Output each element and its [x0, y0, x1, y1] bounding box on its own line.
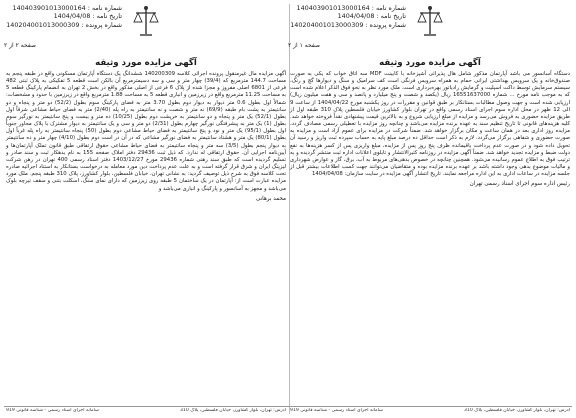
- document-page-right: [288, 4, 572, 414]
- signature: محمد برهانی: [255, 195, 286, 202]
- letter-date-label: تاریخ نامه :: [92, 12, 122, 21]
- notice-title: آگهی مزایده مورد وثیقه: [379, 58, 481, 68]
- letter-date-label: تاریخ نامه :: [376, 12, 406, 21]
- letter-number-label: شماره نامه :: [371, 4, 406, 12]
- notice-title: آگهی مزایده مورد وثیقه: [95, 58, 197, 68]
- notice-body: [4, 71, 288, 193]
- letter-date-value: 1404/04/08: [337, 12, 375, 21]
- letter-number-label: شماره نامه :: [87, 4, 122, 12]
- page-footer: [288, 406, 572, 414]
- letter-number-value: 140403901013000164: [296, 4, 370, 12]
- page-footer: [4, 406, 288, 414]
- page-number: صفحه ۱ از ۲: [288, 42, 320, 49]
- judiciary-emblem-icon: [416, 4, 444, 38]
- case-number-value: 140204001013000309: [290, 20, 364, 29]
- letter-meta: [4, 4, 122, 29]
- letter-number-value: 140403901013000164: [12, 4, 86, 12]
- case-number-label: شماره پرونده :: [81, 20, 122, 29]
- case-number-label: شماره پرونده :: [365, 20, 406, 29]
- letter-date-value: 1404/04/08: [53, 12, 91, 21]
- page-number: صفحه ۲ از ۲: [4, 42, 36, 49]
- notice-body-text: آگهی مزایده مال غیرمنقول پرونده اجرائی کلاسه 140200309 ششدانگ یک دستگاه آپارتمان مسکونی واقع در طبقه پنجم به مساحت 144.7 مترمربع که (39/4) چهار متر و سی و سه دسیمترمربع آن بالکن است قطعه 5 تفکیکی به پلاک ثبتی 482 فرعی از 6801 اصلی مفروز و مجزا شده از پلاک 6 فرعی از اصلی مذکور واقع در بخش 2 تهران به انضمام پارکینگ قطعه 5 به مساحت 11.25 مترمربع واقع در زیرزمین و انباری قطعه 5 به مساحت 1.88 مترمربع واقع در زیرزمین با حدود و مشخصات: شمالاً اول بطول 0.6 متر دیوار به دیوار دوم بطول 3.70 متر به فضای پارکینگ سوم بطول (52/2) دو متر و پنجاه و دو سانتیمتر به پشت بام طبقه (69/9) نه متر و شصت و نه سانتیمتر به راه پله (2/40) متر به فضای حیاط مشاعی شرقاً اول بطول (52/1) یک متر و پنجاه و دو سانتیمتر به خرپشت دوم بطول (10/25) ده متر و بیست و پنج سانتیمتر به نورگیر سوم بطول (1) یک متر به پیشرفتگی نورگیر چهارم بطول (2/31) دو متر و سی و یک سانتیمتر به دیوار مشترک با پلاک مجاور جنوباً اول بطول (95/1) یک متر و نود و پنج سانتیمتر به فضای حیاط مشاعی دوم بطول (50) پنجاه سانتیمتر به راه پله غرباً اول بطول (80/1) یک متر و هشتاد سانتیمتر به فضای نورگیر مشاعی که در آن در است دوم بطول (4/10) چهار متر و ده سانتیمتر به دیوار پنجم بطول (3/5) سه متر و پنجاه سانتیمتر به فضای حیاط مشاعی حقوق ارتفاقی طبق قانون تملک آپارتمان‌ها و آیین‌نامه اجرایی آن. حقوق ارتفاقی له ندارد. که ذیل ثبت 29436 دفتر املاک صفحه 155 به نام بدهکار ثبت و سند صادر و تسلیم گردیده است که طبق سند رهنی شماره 29436 مورخ 1403/12/27 دفتر اسناد رسمی 400 تهران در رهن شرکت لیزینگ ایران و شرق قرار گرفته است و به علت عدم پرداخت دین مورد معامله به درخواست بستانکار به استناد اجرائیه صادره تحت کلاسه فوق به شرح ذیل توصیف گردید: به نشانی تهران، خیابان فلسطین، بلوار کشاورز، پلاک 310 طبقه پنجم. ملک مورد مزایده عبارت است از: آپارتمان در یک ساختمان 5 طبقه روی زیرزمین که دارای نمای سنگ، اسکلت بتنی و سقف تیرچه بلوک می‌باشد و مجهز به آسانسور و پارکینگ و انباری می‌باشد و: [6, 71, 287, 192]
- judiciary-emblem-icon: [132, 4, 160, 38]
- footer-left-text: سامانه اجرای اسناد رسمی - شناسه قانونی 919: [290, 408, 383, 413]
- footer-right-text: آدرس: تهران، بلوار کشاورز، خیابان فلسطین، پلاک 310: [463, 408, 570, 413]
- letterhead: [288, 4, 572, 52]
- letter-meta: [288, 4, 406, 29]
- notice-body-text: دستگاه آسانسور می باشد آپارتمان مذکور شامل هال پذیرائی آشپزخانه با کابینت MDF سه اتاق خواب که یکی به صورت صندوق‌خانه و یک سرویس بهداشتی ایرانی حمام به همراه سرویس فرنگی است کف سرامیک و سنگ و دیوارها گچ و رنگ، سیستم سرمایش توسط داکت اسپلیت و گرمایش رادیاتور بهره‌برداری است. ملک مورد نظر به نحو فوق الذکر اعلام شده است که به موجب نامه مورخ ... شماره 16551637000 ریال (یکصد و شصت و پنج میلیارد و پانصد و سی و هفت میلیون ریال) ارزیابی شده است و جهت وصول مطالبات بستانکار بر طبق قوانین و مقررات در روز یکشنبه مورخ 1404/04/22 از ساعت 9 الی 12 ظهر در محل اداره سوم اجرای اسناد رسمی واقع در تهران بلوار کشاورز خیابان فلسطین پلاک 310 طبقه اول از طریق مزایده حضوری به فروش می‌رسد و مزایده از مبلغ ارزیابی شروع و به بالاترین قیمت پیشنهادی نقداً فروخته خواهد شد. کلیه هزینه‌های قانونی تا تاریخ تنظیم سند به عهده برنده مزایده می‌باشد و چنانچه روز مزایده با تعطیلی رسمی مصادف گردد، مزایده روز اداری بعد در همان ساعت و مکان برگزار خواهد شد. ضمناً شرکت در مزایده برای عموم آزاد است و مزایده به صورت حضوری و شفاهی برگزار می‌گردد. لازم به ذکر است حداقل ده درصد مبلغ پایه به حساب سپرده ثبت واریز و رسید آن تحویل داده شود و در صورت عدم پرداخت باقیمانده ظرف پنج روز پس از مزایده، مبلغ واریزی پس از کسر هزینه‌ها به نفع دولت ضبط و مزایده تجدید خواهد شد. ضمناً آگهی مزایده در روزنامه کثیرالانتشار و تابلوی اعلانات اداره ثبت منتشر گردیده و به ترتیب فوق به اطلاع عموم رسانیده می‌شود. همچنین چنانچه در خصوص بدهی‌های مربوط به آب، برق، گاز و عوارض شهرداری و مالیات موضوع بدهی وجود داشته باشد بر عهده برنده مزایده بوده و متقاضیان می‌توانند جهت کسب اطلاعات بیشتر قبل از جلسه مزایده در ساعات اداری به این اداره مراجعه نمایند. تاریخ انتشار آگهی مزایده در سایت سازمان: 1404/04/08: [290, 71, 571, 178]
- signature: رئیس اداره سوم اجرای اسناد رسمی تهران: [469, 181, 570, 188]
- notice-body: [288, 71, 572, 178]
- case-number-value: 140204001013000309: [6, 20, 80, 29]
- letterhead: [4, 4, 288, 52]
- footer-left-text: سامانه اجرای اسناد رسمی - شناسه قانونی 919: [6, 408, 99, 413]
- footer-right-text: آدرس: تهران، بلوار کشاورز، خیابان فلسطین، پلاک 310: [179, 408, 286, 413]
- document-page-left: [4, 4, 288, 414]
